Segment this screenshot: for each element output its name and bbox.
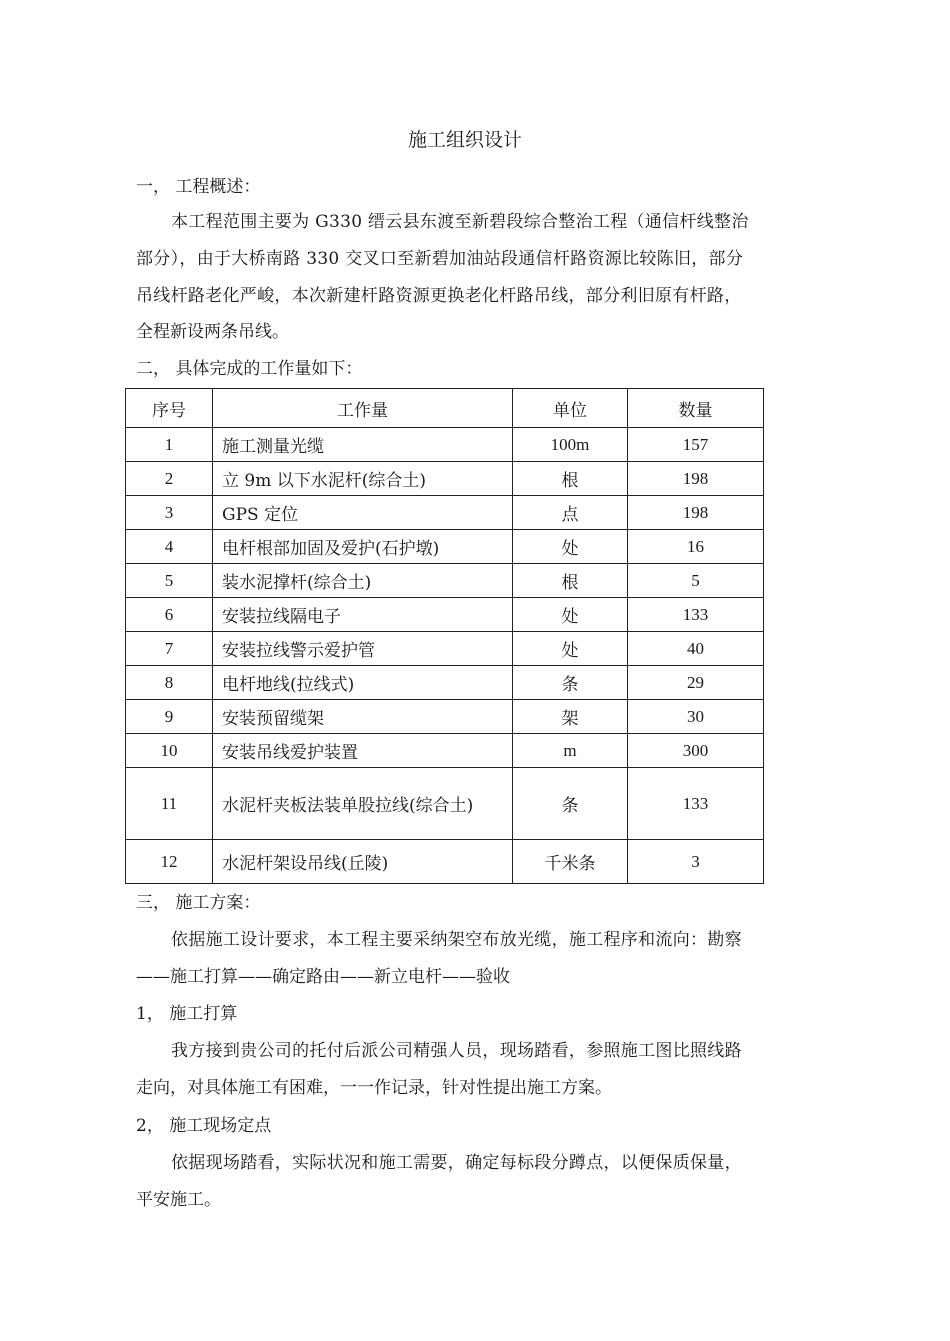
cell-item: 水泥杆架设吊线(丘陵) (213, 840, 513, 884)
cell-item: 水泥杆夹板法装单股拉线(综合土) (213, 768, 513, 840)
cell-no: 6 (126, 598, 213, 632)
subsection-2-para-line: 平安施工。 (136, 1190, 221, 1210)
cell-no: 3 (126, 496, 213, 530)
cell-item: 施工测量光缆 (213, 428, 513, 462)
table-row (126, 428, 764, 462)
cell-no: 12 (126, 840, 213, 884)
cell-item: 立 9m 以下水泥杆(综合土) (213, 462, 513, 496)
table-row (126, 496, 764, 530)
cell-qty: 16 (628, 530, 764, 564)
cell-item: 安装拉线隔电子 (213, 598, 513, 632)
cell-no: 1 (126, 428, 213, 462)
table-row (126, 840, 764, 884)
cell-qty: 300 (628, 734, 764, 768)
cell-qty: 157 (628, 428, 764, 462)
cell-item: GPS 定位 (213, 496, 513, 530)
cell-unit: 处 (513, 632, 628, 666)
cell-qty: 29 (628, 666, 764, 700)
section-1-para-line: 本工程范围主要为 G330 缙云县东渡至新碧段综合整治工程（通信杆线整治 (171, 212, 749, 232)
cell-item: 安装吊线爱护装置 (213, 734, 513, 768)
cell-unit: 根 (513, 564, 628, 598)
cell-qty: 5 (628, 564, 764, 598)
cell-qty: 133 (628, 598, 764, 632)
cell-unit: 架 (513, 700, 628, 734)
header-no: 序号 (126, 389, 213, 428)
cell-no: 11 (126, 768, 213, 840)
section-3-heading: 三， 施工方案： (136, 893, 261, 913)
cell-no: 4 (126, 530, 213, 564)
header-unit: 单位 (513, 389, 628, 428)
table-row (126, 598, 764, 632)
section-1-heading: 一， 工程概述： (136, 177, 261, 197)
document-title: 施工组织设计 (407, 129, 522, 151)
subsection-2-para-line: 依据现场踏看，实际状况和施工需要，确定每标段分蹲点，以便保质保量， (171, 1153, 742, 1173)
table-row (126, 564, 764, 598)
cell-no: 9 (126, 700, 213, 734)
cell-item: 安装预留缆架 (213, 700, 513, 734)
cell-unit: 处 (513, 530, 628, 564)
workload-table (125, 388, 764, 884)
subsection-2-heading: 2， 施工现场定点 (136, 1116, 272, 1136)
table-row (126, 734, 764, 768)
table-row (126, 700, 764, 734)
cell-qty: 198 (628, 496, 764, 530)
cell-qty: 3 (628, 840, 764, 884)
table-row (126, 462, 764, 496)
cell-no: 7 (126, 632, 213, 666)
section-3-para-line: ——施工打算——确定路由——新立电杆——验收 (136, 967, 510, 987)
cell-unit: m (513, 734, 628, 768)
section-1-para-line: 部分），由于大桥南路 330 交叉口至新碧加油站段通信杆路资源比较陈旧，部分 (136, 249, 744, 269)
cell-unit: 根 (513, 462, 628, 496)
table-row (126, 768, 764, 840)
section-2-heading: 二， 具体完成的工作量如下： (136, 359, 363, 379)
table-row (126, 666, 764, 700)
cell-item: 电杆根部加固及爱护(石护墩) (213, 530, 513, 564)
subsection-1-para-line: 我方接到贵公司的托付后派公司精强人员，现场踏看，参照施工图比照线路 (171, 1041, 742, 1061)
cell-item: 电杆地线(拉线式) (213, 666, 513, 700)
cell-qty: 198 (628, 462, 764, 496)
cell-unit: 100m (513, 428, 628, 462)
cell-no: 5 (126, 564, 213, 598)
cell-unit: 点 (513, 496, 628, 530)
table-header-row (126, 389, 764, 428)
cell-item: 安装拉线警示爱护管 (213, 632, 513, 666)
cell-item: 装水泥撑杆(综合土) (213, 564, 513, 598)
header-item: 工作量 (213, 389, 513, 428)
cell-no: 10 (126, 734, 213, 768)
header-qty: 数量 (628, 389, 764, 428)
cell-qty: 133 (628, 768, 764, 840)
cell-qty: 40 (628, 632, 764, 666)
cell-unit: 千米条 (513, 840, 628, 884)
cell-qty: 30 (628, 700, 764, 734)
table-row (126, 632, 764, 666)
table-row (126, 530, 764, 564)
cell-no: 8 (126, 666, 213, 700)
cell-unit: 条 (513, 666, 628, 700)
cell-no: 2 (126, 462, 213, 496)
section-3-para-line: 依据施工设计要求，本工程主要采纳架空布放光缆，施工程序和流向：勘察 (171, 930, 742, 950)
cell-unit: 条 (513, 768, 628, 840)
section-1-para-line: 全程新设两条吊线。 (136, 322, 289, 342)
section-1-para-line: 吊线杆路老化严峻，本次新建杆路资源更换老化杆路吊线，部分利旧原有杆路， (136, 286, 742, 306)
subsection-1-para-line: 走向，对具体施工有困难，一一作记录，针对性提出施工方案。 (136, 1078, 612, 1098)
subsection-1-heading: 1， 施工打算 (136, 1004, 238, 1024)
cell-unit: 处 (513, 598, 628, 632)
